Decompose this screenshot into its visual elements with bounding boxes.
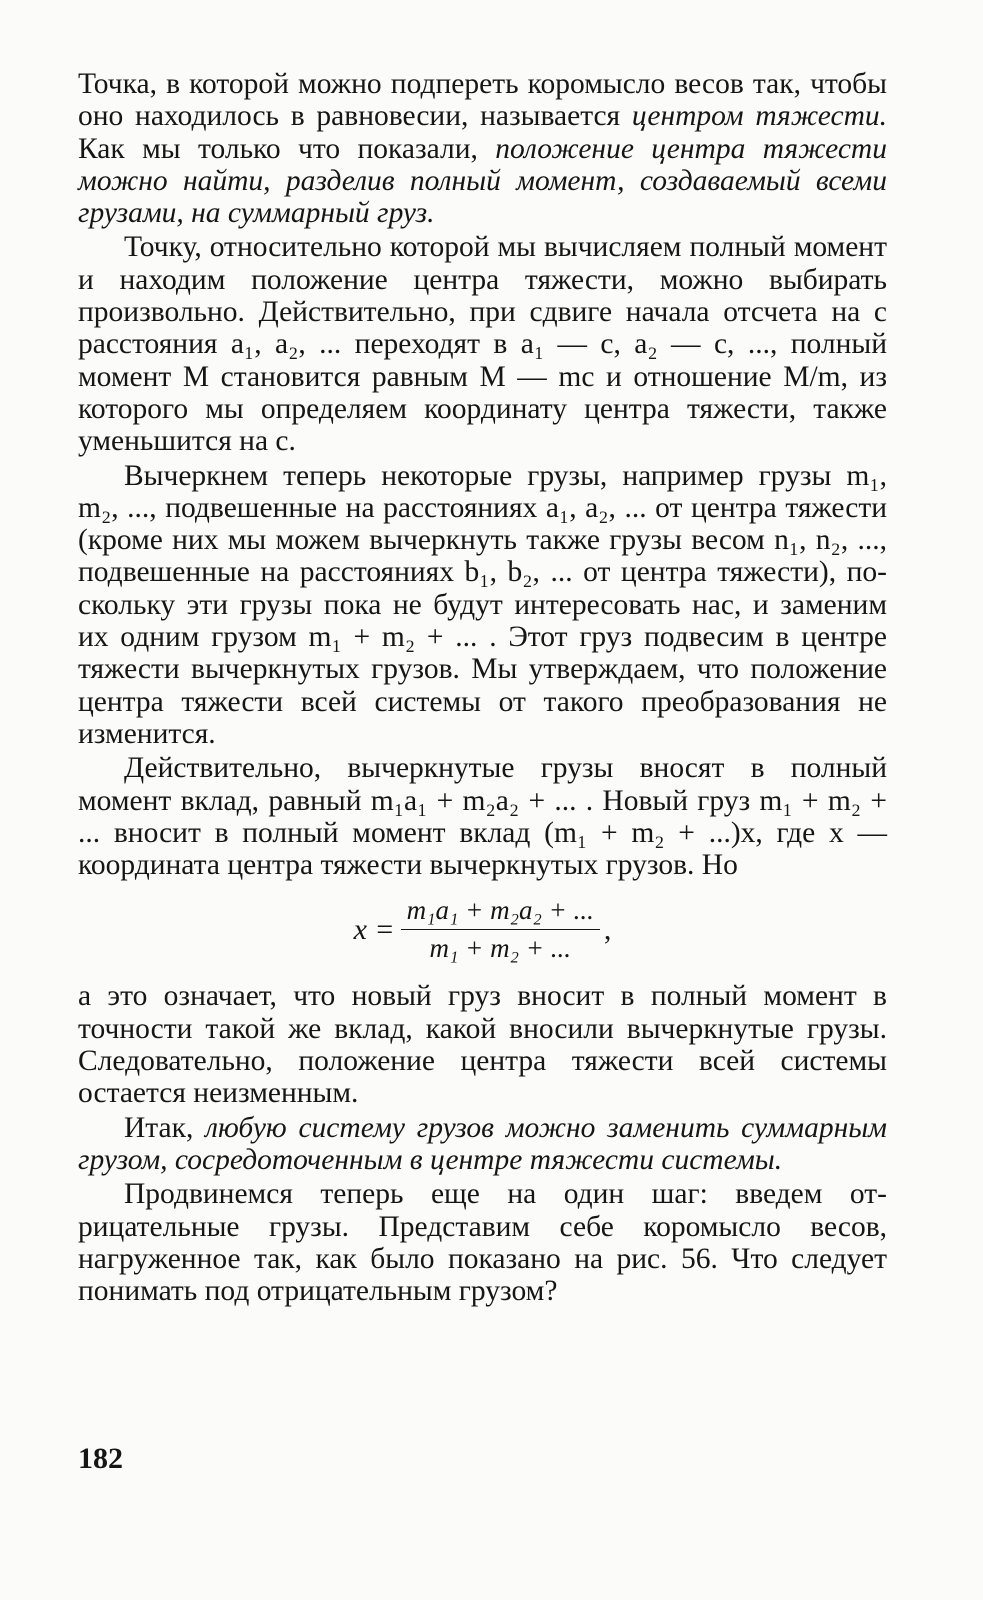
text-segment: Продвинемся теперь еще на один шаг: введем отрицательные грузы. Представим себе коромысло весов, нагруженное так, как было показано на рис. 56. Что следует понимать под отрицательным грузом? (78, 1178, 887, 1308)
formula-lhs: x = (353, 912, 395, 946)
text-segment: Точку, относительно которой мы вычисляем полный момент и находим положение центра тяжести, можно выбирать произвольно. Действительно, при сдвиге начала отсчета на с расстояния a₁, a₂, ... переходят в a₁ — c, a₂ — c, ..., полный момент M становится равным M — mc и отношение M/m, из которого мы определяем координату центра тяжести, также уменьшится на с. (78, 231, 887, 458)
text-segment: Точка, в которой можно подпереть коромысло весов так, чтобы оно находилось в равновесии, называется (78, 68, 887, 133)
paragraph-center-of-gravity-definition (78, 68, 887, 229)
paragraph-conclusion (78, 980, 887, 1109)
italic-statement: любую систему грузов можно заменить суммарным грузом, сосредоточенным в центре тяжести системы. (78, 1111, 888, 1176)
formula-denominator: m₁ + m₂ + ... (429, 933, 571, 964)
paragraph-contribution (78, 752, 887, 881)
text-segment: Вычеркнем теперь некоторые грузы, например грузы m₁, m₂, ..., подвешенные на расстояниях a₁, a₂, ... от центра тяжести (кроме них мы можем вычеркнуть также грузы весом n₁, n₂, ..., подвешенные на расстояниях b₁, b₂, ... от центра тяжести), поскольку эти грузы пока не будут интересовать нас, и заменим их одним грузом m₁ + m₂ + ... . Этот груз подвесим в центре тяжести вычеркнутых грузов. Мы утверждаем, что положение центра тяжести всей системы от такого преобразования не изменится. (78, 459, 887, 750)
page-number: 182 (78, 1442, 123, 1475)
paragraph-cross-out-weights (78, 460, 887, 751)
paragraph-reference-point (78, 231, 887, 457)
center-of-gravity-formula (78, 895, 887, 964)
formula-comma: , (603, 912, 612, 946)
formula-fraction (401, 895, 600, 964)
text-segment: Как мы только что показали, (78, 132, 496, 165)
paragraph-negative-weights (78, 1178, 887, 1307)
paragraph-summary (78, 1112, 887, 1177)
text-segment: Действительно, вычеркнутые грузы вносят в полный момент вклад, равный m₁a₁ + m₂a₂ + ... . Новый груз m₁ + m₂ + ... вносит в полный момент вклад (m₁ + m₂ + ...)x, где x — координата центра тяжести вычеркнутых грузов. Но (78, 752, 887, 882)
formula-numerator: m₁a₁ + m₂a₂ + ... (401, 895, 600, 930)
text-segment: а это означает, что новый груз вносит в полный момент в точности такой же вклад, какой вносили вычеркнутые грузы. Следовательно, положение центра тяжести всей системы остается неизменным. (78, 980, 887, 1110)
italic-term: центром тяжести. (631, 100, 888, 133)
italic-statement: положение центра тяжести можно найти, разделив полный момент, создаваемый всеми грузами, на суммарный груз. (78, 132, 887, 230)
text-segment: Итак, (124, 1111, 206, 1144)
